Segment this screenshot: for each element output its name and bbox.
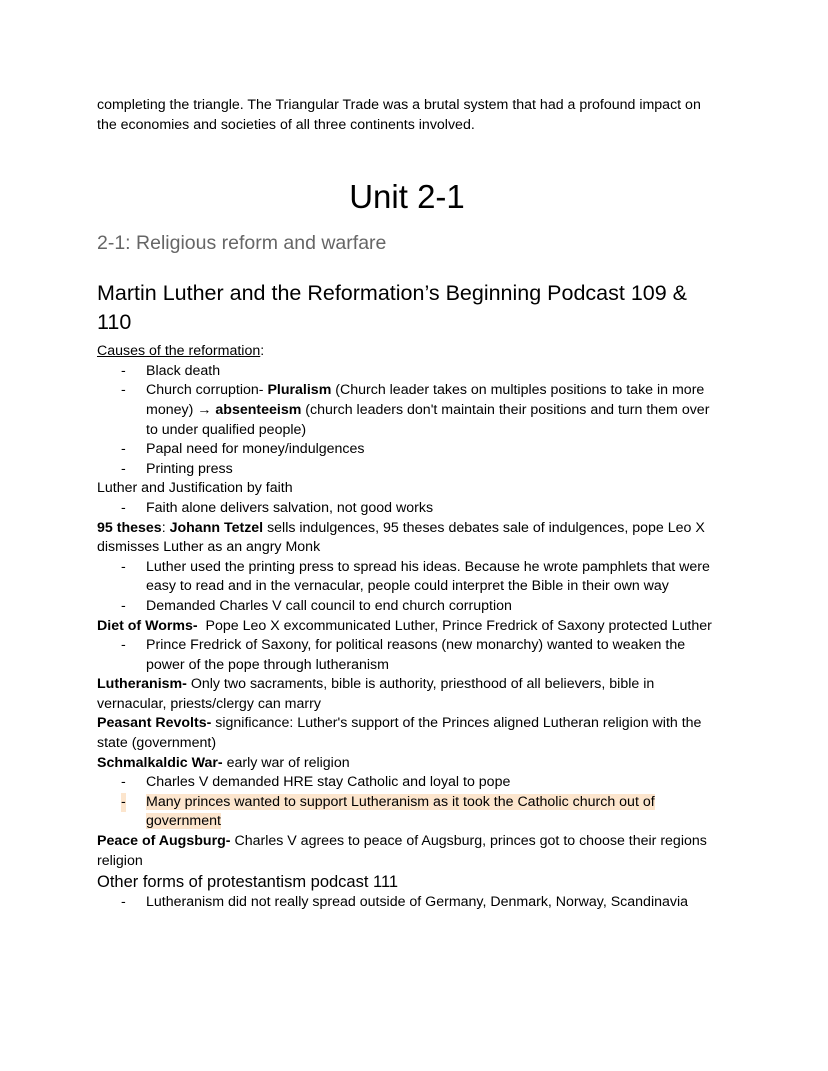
causes-list xyxy=(97,362,717,480)
justification-line: Luther and Justification by faith xyxy=(97,480,293,497)
term-pluralism: Pluralism xyxy=(267,382,332,399)
justification-list xyxy=(97,499,717,519)
peasant-line: Peasant Revolts- significance: Luther's support of the Princes aligned Lutheran religion with the state (government) xyxy=(97,715,702,752)
term-absenteeism: absenteeism xyxy=(215,401,302,418)
list-item: - Black death xyxy=(121,362,221,379)
theses-list xyxy=(97,558,717,617)
causes-label: Causes of the reformation xyxy=(97,343,261,360)
other-list xyxy=(97,893,717,913)
highlighted-list-item: - Many princes wanted to support Lutheranism as it took the Catholic church out of government xyxy=(121,793,655,830)
list-item: - Church corruption- Pluralism (Church leader takes on multiples positions to take in more money) → absenteeism (church leaders don't maintain their positions and turn them over to under qualified people) xyxy=(121,382,710,438)
unit-title: Unit 2-1 xyxy=(349,178,465,216)
schmalkaldic-line: Schmalkaldic War- early war of religion xyxy=(97,754,350,771)
causes-label-line: Causes of the reformation: xyxy=(97,343,265,360)
augsburg-line: Peace of Augsburg- Charles V agrees to peace of Augsburg, princes got to choose their regions religion xyxy=(97,833,707,869)
list-item: - Charles V demanded HRE stay Catholic and loyal to pope xyxy=(121,774,511,791)
list-item: - Luther used the printing press to spread his ideas. Because he wrote pamphlets that were easy to read and in the vernacular, people could interpret the Bible in their own way xyxy=(121,558,710,595)
list-item: - Papal need for money/indulgences xyxy=(121,441,365,458)
document-body xyxy=(97,96,717,913)
list-item: - Faith alone delivers salvation, not good works xyxy=(121,499,434,516)
list-item: - Demanded Charles V call council to end church corruption xyxy=(121,597,512,614)
lutheranism-line: Lutheranism- Only two sacraments, bible is authority, priesthood of all believers, bible in vernacular, priests/clergy can marry xyxy=(97,676,655,712)
list-item: - Lutheranism did not really spread outside of Germany, Denmark, Norway, Scandinavia xyxy=(121,894,689,911)
section-subtitle: 2-1: Religious reform and warfare xyxy=(97,232,387,255)
worms-line: Diet of Worms- Pope Leo X excommunicated Luther, Prince Fredrick of Saxony protected Luther xyxy=(97,617,712,634)
worms-list xyxy=(97,636,717,675)
highlighted-text: Many princes wanted to support Lutheranism as it took the Catholic church out of government xyxy=(146,793,655,830)
list-item: - Prince Fredrick of Saxony, for political reasons (new monarchy) wanted to weaken the power of the pope through lutheranism xyxy=(121,637,686,673)
subsection-heading: Other forms of protestantism podcast 111 xyxy=(97,873,399,892)
list-item: - Printing press xyxy=(121,460,233,477)
section-heading: Martin Luther and the Reformation’s Beginning Podcast 109 & 110 xyxy=(97,281,688,334)
intro-paragraph: completing the triangle. The Triangular Trade was a brutal system that had a profound impact on the economies and societies of all three continents involved. xyxy=(97,97,701,133)
schmalkaldic-list xyxy=(97,773,717,832)
theses-line: 95 theses: Johann Tetzel sells indulgences, 95 theses debates sale of indulgences, pope Leo X dismisses Luther as an angry Monk xyxy=(97,519,705,556)
